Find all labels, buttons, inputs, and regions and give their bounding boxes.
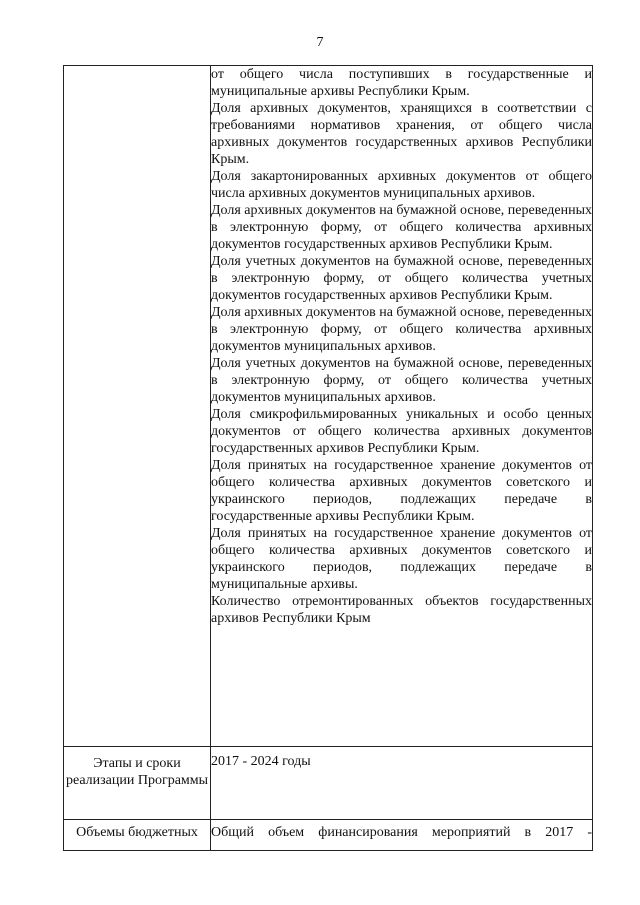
program-passport-table <box>63 65 593 851</box>
indicator-item: Доля архивных документов на бумажной основе, переведенных в электронную форму, от общего количества архивных документов муниципальных архивов. <box>211 305 592 354</box>
indicator-item: Доля архивных документов, хранящихся в соответствии с требованиями нормативов хранения, от общего числа архивных документов государственных архивов Республики Крым. <box>211 101 592 167</box>
indicator-item: Доля учетных документов на бумажной основе, переведенных в электронную форму, от общего количества учетных документов муниципальных архивов. <box>211 356 592 405</box>
budget-value: Общий объем финансирования мероприятий в 2017 - <box>211 820 593 851</box>
budget-label: Объемы бюджетных <box>64 820 211 851</box>
indicator-item: Доля смикрофильмированных уникальных и особо ценных документов от общего количества архивных документов государственных архивов Республики Крым. <box>211 407 592 456</box>
stages-label: Этапы и сроки реализации Программы <box>64 747 211 820</box>
indicator-item: Доля принятых на государственное хранение документов от общего количества архивных документов советского и украинского периодов, подлежащих передаче в государственные архивы Республики Крым. <box>211 458 592 524</box>
page-number: 7 <box>316 35 324 50</box>
indicators-cell <box>211 66 593 747</box>
row-label-cell <box>64 66 211 747</box>
table-row <box>64 66 593 747</box>
indicator-item: Количество отремонтированных объектов государственных архивов Республики Крым <box>211 594 592 626</box>
indicator-item: Доля архивных документов на бумажной основе, переведенных в электронную форму, от общего количества архивных документов государственных архивов Республики Крым. <box>211 203 592 252</box>
table-row <box>64 747 593 820</box>
indicator-item: от общего числа поступивших в государственные и муниципальные архивы Республики Крым. <box>211 67 592 99</box>
indicator-item: Доля закартонированных архивных документов от общего числа архивных документов муниципальных архивов. <box>211 169 592 201</box>
indicator-item: Доля учетных документов на бумажной основе, переведенных в электронную форму, от общего количества учетных документов государственных архивов Республики Крым. <box>211 254 592 303</box>
table-row <box>64 820 593 851</box>
stages-value: 2017 - 2024 годы <box>211 747 593 820</box>
indicator-item: Доля принятых на государственное хранение документов от общего количества архивных документов советского и украинского периодов, подлежащих передаче в муниципальные архивы. <box>211 526 592 592</box>
